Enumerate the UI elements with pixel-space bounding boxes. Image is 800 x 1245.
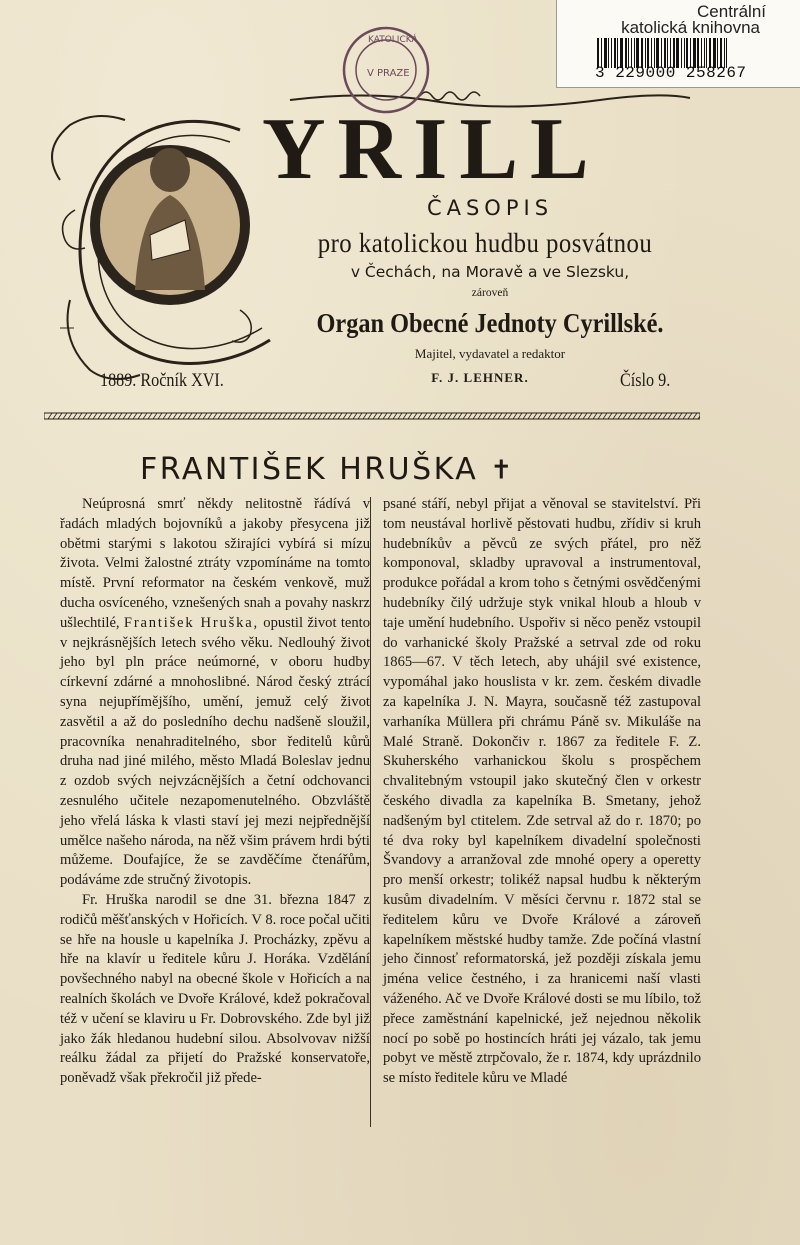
masthead-organ: Organ Obecné Jednoty Cyrillské. [316, 308, 664, 338]
name-spaced: František Hruška, [123, 614, 259, 631]
header-rule-icon [44, 410, 700, 422]
masthead-issue: Číslo 9. [620, 370, 671, 391]
svg-text:YRILL: YRILL [262, 101, 601, 198]
masthead-subtitle: pro katolickou hudbu posvátnou [317, 228, 653, 258]
masthead-casopis: ČASOPIS [426, 196, 554, 220]
article-right-column [383, 495, 701, 1089]
article-title-text: FRANTIŠEK HRUŠKA [140, 452, 479, 487]
library-label-line1: Centrální [697, 2, 766, 21]
paragraph: Fr. Hruška narodil se dne 31. března 1847 z rodičů měšťanských v Hořicích. V 8. roce počal učiti se hře na housle u kapelníka J. Procházky, zpěvu a hře na klavír u ředitele kůru J. Horáka. Vzdělání povšechného nabyl na obecné škole v Hořicích a na realních školách ve Dvoře Králové, kdež pokračoval též v učení se klaviru u Fr. Dobrovského. Zde byl již jako žák hledanou hudební silou. Absolvovav nižší reálku žádal za přijetí do Pražské konservatoře, poněvadž však překročil již přede- [60, 891, 370, 1087]
paragraph [60, 495, 370, 891]
masthead-region: v Čechách, na Moravě a ve Slezsku, [350, 263, 630, 281]
cross-icon: ✝ [490, 455, 515, 486]
paragraph: psané stáří, nebyl přijat a věnoval se stavitelství. Při tom neustával horlivě pěstovati hudbu, zřídiv si kruh hudebníkův a pěvců ze svých přátel, pro něž komponoval, skladby upravoval a instrumentoval, produkce pořádal a krom toho s četnými osvědčenými hudebníky čilý udržuje styk vnikal hloub a hloub v taje umění hudebního. Uspořiv si něco peněz vstoupil do varhanické školy Pražské a setrval zde od roku 1865—67. V těch letech, aby uhájil své existence, vypomáhal jako houslista v kr. zem. českém divadle za kapelníka J. N. Mayra, současně též zastupoval varhaníka Müllera při chrámu Páně sv. Mikuláše na Malé Straně. Dokončiv r. 1867 za ředitele F. Z. Skuherského varhanickou školu s prospěchem chvalitebným vstoupil jako skutečný člen v orkestr českého divadla za kapelníka B. Smetany, jehož nadšeným byl ctitelem. Zde setrval až do r. 1870; po té dva roky byl kapelníkem divadelní společnosti Švandovy a arranžoval zde mnohé opery a operetty pro menší orkestr; tolikéž napsal hudbu k některým kusům divadelním. V měsíci červnu r. 1872 stal se ředitelem kůru ve Dvoře Králové a zároveň kapelníkem městské hudby tamže. Zde počíná vlastní jeho činnosť reformatorská, jež později získala jemu jména velice čestného, i za hranicemi naší vlasti váženého. Ač ve Dvoře Králové dosti se mu líbilo, tož přece zaměstnání kapelnické, jež nejednou několik nocí po sobě po hostincích hráti jej vázalo, tak jemu pobyt ve městě ztrpčovalo, že r. 1874, kdy uprázdnilo se místo ředitele kůru ve Mladé [383, 496, 701, 1087]
column-divider [370, 497, 371, 1127]
masthead-majitel: Majitel, vydavatel a redaktor [414, 346, 566, 361]
paragraph-text: opustil život tento v nejkrásnějších letech svého věku. Nedlouhý život jeho byl pln práce neúmorné, v oboru hudby církevní zdárné a mnohoslibné. Národ český ztrácí syna nejupřímějšího, umění, jemuž celý život zasvětil a až do posledního dechu nadšeně sloužil, pracovníka nenahraditelného, sbor ředitelů kůrů druha nad jiné milého, město Mladá Boleslav jednu z ozdob svých nejvzácnějších a četní odchovanci zesnulého učitele nezapomenutelného. Obzvláště jeho vřelá láska k vlasti staví jej mezi nejpřednější umělce našeho národa, na něž všim právem hrdi býti můžeme. Doufajíce, že se zavděčíme čtenářům, podáváme zde stručný životopis. [60, 614, 370, 889]
svg-text:KATOLICKÁ: KATOLICKÁ [368, 35, 418, 45]
library-label-line2: katolická knihovna [621, 18, 760, 37]
barcode-number: 3 229000 258267 [595, 64, 747, 82]
paragraph-text: Neúprosná smrť někdy nelitostně řádívá v řadách mladých bojovníků a jakoby přesycena již obětmi starými s lakotou sžirajíci vybírá si mízu života. Velmi žalostné ztráty vzpomínáme na tomto místě. První reformator na českém venkově, muž ducha osvíceného, vznešených snah a povahy naskrz ušlechtilé, [60, 496, 370, 631]
article-title [140, 452, 600, 487]
article-left-column [60, 495, 370, 1089]
masthead-year-volume: 1889. Ročník XVI. [100, 370, 224, 391]
masthead-zaroven: zároveň [471, 287, 509, 299]
library-stamp-icon [340, 24, 432, 116]
svg-text:V PRAZE: V PRAZE [367, 68, 410, 79]
masthead-editor: F. J. LEHNER. [431, 370, 529, 385]
